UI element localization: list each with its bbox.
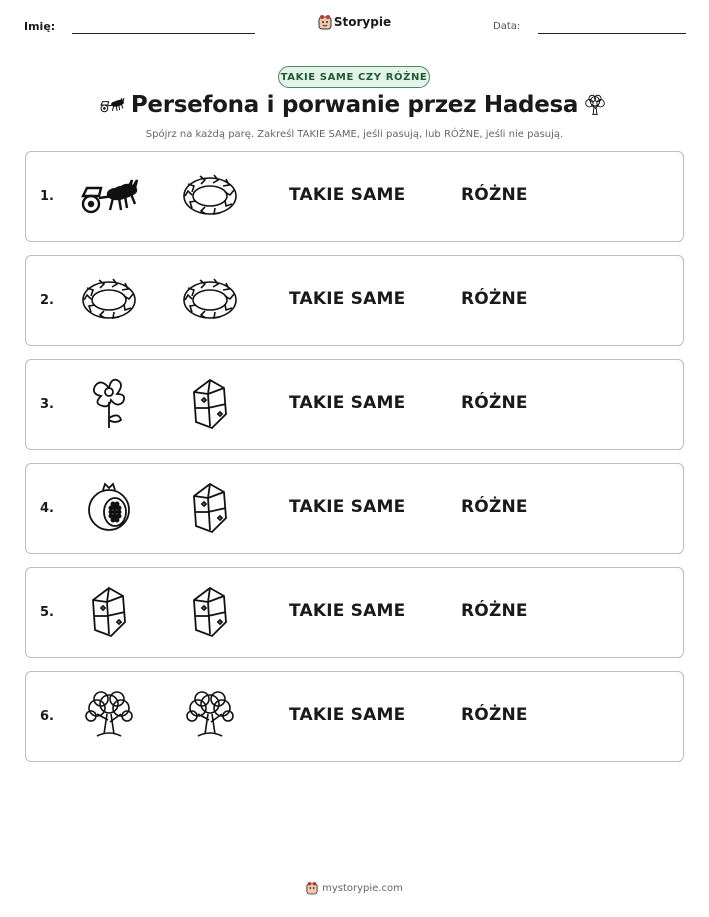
crystal-icon xyxy=(180,378,240,430)
question-row xyxy=(25,671,684,762)
crystal-icon xyxy=(180,586,240,638)
question-number: 6. xyxy=(40,709,54,724)
same-option[interactable]: TAKIE SAME xyxy=(289,289,406,309)
same-option[interactable]: TAKIE SAME xyxy=(289,705,406,725)
question-number: 1. xyxy=(40,189,54,204)
question-row xyxy=(25,359,684,450)
different-option[interactable]: RÓŻNE xyxy=(461,185,528,205)
different-option[interactable]: RÓŻNE xyxy=(461,705,528,725)
name-line[interactable] xyxy=(72,33,255,34)
question-row xyxy=(25,255,684,346)
different-option[interactable]: RÓŻNE xyxy=(461,601,528,621)
crystal-icon xyxy=(79,586,139,638)
date-line[interactable] xyxy=(538,33,686,34)
chariot-icon xyxy=(79,170,139,222)
flower-icon xyxy=(79,378,139,430)
question-row xyxy=(25,463,684,554)
question-number: 2. xyxy=(40,293,54,308)
same-option[interactable]: TAKIE SAME xyxy=(289,601,406,621)
storypie-icon xyxy=(318,14,332,30)
question-number: 5. xyxy=(40,605,54,620)
same-option[interactable]: TAKIE SAME xyxy=(289,185,406,205)
question-number: 4. xyxy=(40,501,54,516)
wreath-icon xyxy=(180,274,240,326)
pomegranate-icon xyxy=(79,482,139,534)
different-option[interactable]: RÓŻNE xyxy=(461,393,528,413)
crystal-icon xyxy=(180,482,240,534)
question-number: 3. xyxy=(40,397,54,412)
date-label: Data: xyxy=(493,21,521,32)
page-title: Persefona i porwanie przez Hadesa xyxy=(130,92,579,118)
footer-url: mystorypie.com xyxy=(322,883,403,894)
wreath-icon xyxy=(79,274,139,326)
different-option[interactable]: RÓŻNE xyxy=(461,497,528,517)
tree-icon xyxy=(79,690,139,742)
instructions: Spójrz na każdą parę. Zakreśl TAKIE SAME, jeśli pasują, lub RÓŻNE, jeśli nie pasują. xyxy=(145,129,564,140)
same-option[interactable]: TAKIE SAME xyxy=(289,497,406,517)
different-option[interactable]: RÓŻNE xyxy=(461,289,528,309)
footer xyxy=(0,881,709,895)
brand-name: Storypie xyxy=(333,15,392,29)
tree-icon xyxy=(180,690,240,742)
worksheet-type-badge: TAKIE SAME CZY RÓŻNE xyxy=(278,66,430,88)
brand-logo xyxy=(0,14,709,30)
wreath-icon xyxy=(180,170,240,222)
tree-icon xyxy=(581,91,609,125)
question-row xyxy=(25,151,684,242)
question-row xyxy=(25,567,684,658)
same-option[interactable]: TAKIE SAME xyxy=(289,393,406,413)
storypie-icon xyxy=(306,881,318,895)
name-label: Imię: xyxy=(24,20,56,33)
